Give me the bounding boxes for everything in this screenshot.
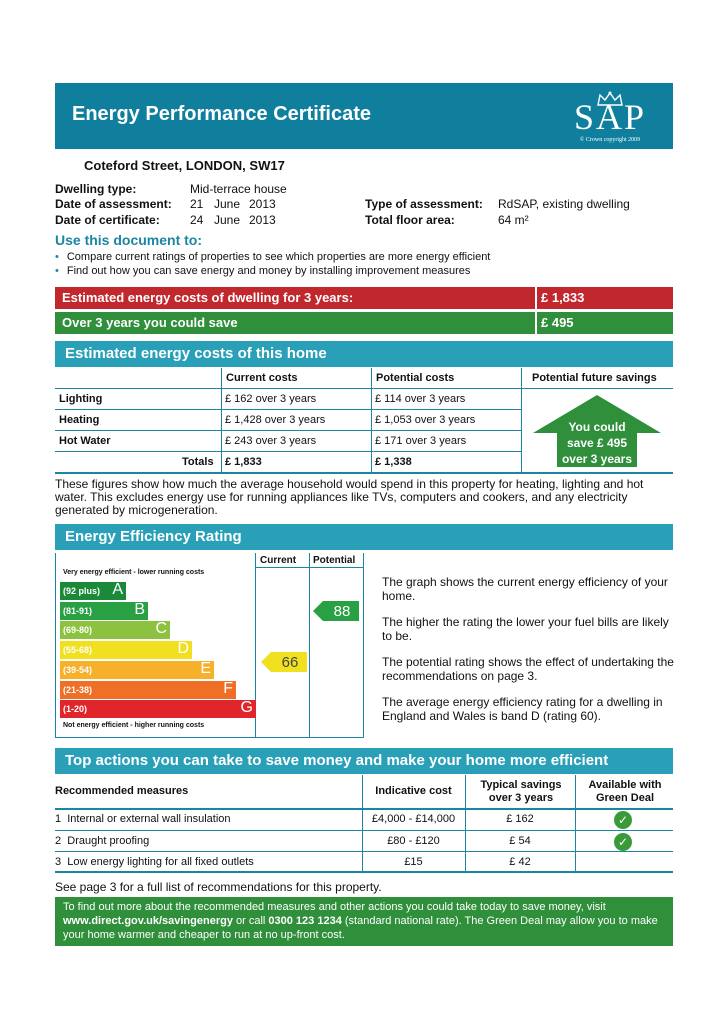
- assessment-date-label: Date of assessment:: [55, 197, 172, 211]
- total-potential: £ 1,338: [375, 456, 412, 468]
- assessment-type-label: Type of assessment:: [365, 197, 483, 211]
- col-potential-costs: Potential costs: [376, 372, 455, 384]
- col-measures: Recommended measures: [55, 785, 189, 797]
- measure-1: [55, 813, 231, 825]
- top-note: Very energy efficient - lower running costs: [63, 569, 205, 576]
- footer-text: or call: [232, 915, 269, 927]
- certificate-year: 2013: [249, 213, 276, 227]
- measure-text: Internal or external wall insulation: [67, 813, 231, 825]
- potential-rating-value: 88: [333, 602, 351, 620]
- divider: [535, 312, 537, 334]
- current-rating-arrow: [261, 652, 307, 672]
- divider: [55, 851, 673, 852]
- bullet-text: Compare current ratings of properties to see which properties are more energy efficient: [66, 251, 491, 263]
- divider: [55, 430, 521, 431]
- measure-number: 3: [55, 856, 62, 868]
- band-letter: B: [134, 600, 145, 618]
- measure-1-saving: £ 162: [506, 813, 534, 825]
- savings-arrow-text: [557, 419, 637, 467]
- divider: [535, 287, 537, 309]
- costs-explanation: These figures show how much the average household would spend in this property for heating, lighting and hot water. This excludes energy use for running appliances like TVs, computers and cookers, and any electricity generated by microgeneration.: [55, 477, 644, 517]
- assessment-month: June: [214, 197, 241, 211]
- advice-footer: [55, 897, 673, 946]
- bullet-icon: •: [55, 251, 59, 263]
- col-current: Current: [260, 555, 297, 566]
- lighting-current: £ 162 over 3 years: [225, 393, 317, 405]
- dwelling-type-label: Dwelling type:: [55, 182, 137, 196]
- certificate-date-label: Date of certificate:: [55, 213, 160, 227]
- row-heating-label: Heating: [59, 414, 100, 426]
- current-rating-value: 66: [281, 654, 299, 672]
- crown-icon: [596, 91, 624, 107]
- band-range: (39-54): [63, 664, 93, 675]
- heating-potential: £ 1,053 over 3 years: [375, 414, 476, 426]
- row-hot-water-label: Hot Water: [59, 435, 111, 447]
- band-letter: C: [155, 620, 167, 638]
- measure-3-cost: £15: [404, 856, 423, 868]
- assessment-year: 2013: [249, 197, 276, 211]
- totals-label: Totals: [182, 456, 214, 468]
- estimated-costs-value: £ 1,833: [541, 290, 585, 305]
- bottom-note: Not energy efficient - higher running costs: [63, 722, 205, 729]
- potential-saving-label: Over 3 years you could save: [62, 315, 238, 330]
- band-range: (81-91): [63, 605, 93, 616]
- band-letter: E: [200, 659, 211, 677]
- floor-area-value: 64 m²: [498, 213, 529, 227]
- savings-line: over 3 years: [561, 452, 633, 466]
- savings-line: You could: [568, 420, 626, 434]
- col-cost: Indicative cost: [375, 785, 452, 797]
- total-current: £ 1,833: [225, 456, 262, 468]
- list-item: [55, 265, 470, 277]
- rating-paragraph: The graph shows the current energy efficiency of your home.: [382, 575, 668, 603]
- measure-text: Draught proofing: [67, 835, 150, 847]
- rating-chart: [55, 553, 364, 738]
- hot-water-potential: £ 171 over 3 years: [375, 435, 467, 447]
- band-range: (69-80): [63, 625, 93, 636]
- band-range: (1-20): [63, 704, 88, 715]
- measure-2-cost: £80 - £120: [387, 835, 440, 847]
- band-letter: D: [177, 640, 189, 658]
- divider: [55, 808, 673, 810]
- estimated-costs-label: Estimated energy costs of dwelling for 3 years:: [62, 290, 354, 305]
- divider: [575, 775, 576, 873]
- header-banner: [55, 83, 673, 149]
- divider: [221, 368, 222, 474]
- potential-saving-value: £ 495: [541, 315, 574, 330]
- divider: [521, 388, 673, 389]
- band-range: (92 plus): [63, 586, 101, 596]
- measure-2-saving: £ 54: [509, 835, 531, 847]
- potential-saving-bar: [55, 312, 673, 334]
- list-item: [55, 251, 490, 263]
- check-icon: ✓: [614, 833, 632, 851]
- divider: [55, 388, 221, 389]
- assessment-day: 21: [190, 197, 204, 211]
- band-range: (55-68): [63, 645, 93, 656]
- divider: [55, 871, 673, 873]
- savings-line: save £ 495: [566, 436, 628, 450]
- band-letter: F: [223, 679, 233, 697]
- footer-text: To find out more about the recommended measures and other actions you could take today to save money, visit: [63, 901, 606, 913]
- assessment-type-value: RdSAP, existing dwelling: [498, 197, 630, 211]
- footer-text: (standard national rate). The Green Deal may allow you to make your home warmer and cheaper to run at no up-front cost.: [63, 915, 658, 941]
- measure-number: 2: [55, 835, 62, 847]
- rating-section-title: Energy Efficiency Rating: [55, 524, 673, 550]
- band-letter: A: [112, 581, 123, 598]
- actions-section-title: Top actions you can take to save money and make your home more efficient: [55, 748, 673, 774]
- divider: [221, 388, 521, 389]
- band-range: (21-38): [63, 684, 93, 695]
- divider: [55, 451, 521, 452]
- col-future-savings: Potential future savings: [532, 372, 657, 384]
- floor-area-label: Total floor area:: [365, 213, 455, 227]
- divider: [521, 368, 522, 474]
- certificate-day: 24: [190, 213, 204, 227]
- phone-number: 0300 123 1234: [268, 915, 342, 927]
- measure-1-cost: £4,000 - £14,000: [371, 813, 456, 825]
- measure-3: [55, 856, 254, 868]
- measure-text: Low energy lighting for all fixed outlets: [67, 856, 254, 868]
- divider: [55, 472, 673, 474]
- certificate-month: June: [214, 213, 241, 227]
- hot-water-current: £ 243 over 3 years: [225, 435, 317, 447]
- col-potential: Potential: [313, 555, 356, 566]
- heating-current: £ 1,428 over 3 years: [225, 414, 326, 426]
- check-icon: ✓: [614, 811, 632, 829]
- divider: [55, 830, 673, 831]
- rating-paragraph: The higher the rating the lower your fuel bills are likely to be.: [382, 615, 669, 643]
- divider: [371, 368, 372, 474]
- costs-table: [55, 368, 673, 474]
- costs-section-title: Estimated energy costs of this home: [55, 341, 673, 367]
- savingenergy-link[interactable]: www.direct.gov.uk/savingenergy: [63, 915, 233, 927]
- col-savings: Typical savings over 3 years: [480, 779, 562, 804]
- lighting-potential: £ 114 over 3 years: [375, 393, 466, 405]
- col-green-deal: Available with Green Deal: [588, 779, 662, 804]
- bullet-icon: •: [55, 265, 59, 277]
- sap-logo: [562, 89, 658, 145]
- measure-2: [55, 835, 149, 847]
- measure-number: 1: [55, 813, 62, 825]
- band-letter: G: [240, 699, 253, 717]
- measure-3-saving: £ 42: [509, 856, 531, 868]
- property-address: Coteford Street, LONDON, SW17: [84, 158, 285, 173]
- bullet-text: Find out how you can save energy and money by installing improvement measures: [66, 265, 471, 277]
- rating-arrows: [55, 553, 364, 738]
- rating-explanation: [382, 575, 674, 723]
- row-lighting-label: Lighting: [59, 393, 103, 405]
- col-current-costs: Current costs: [226, 372, 298, 384]
- use-document-title: Use this document to:: [55, 232, 203, 248]
- dwelling-type-value: Mid-terrace house: [190, 182, 287, 196]
- rating-paragraph: The potential rating shows the effect of undertaking the recommendations on page 3.: [382, 655, 674, 683]
- see-page-note: See page 3 for a full list of recommendations for this property.: [55, 880, 382, 894]
- estimated-costs-bar: [55, 287, 673, 309]
- potential-rating-arrow: [313, 601, 359, 621]
- rating-paragraph: The average energy efficiency rating for a dwelling in England and Wales is band D (rating 60).: [382, 695, 663, 723]
- divider: [55, 409, 521, 410]
- actions-table: [55, 775, 673, 873]
- copyright-text: © Crown copyright 2009: [579, 137, 641, 143]
- sap-logo-text: SAP: [573, 97, 647, 137]
- page-title: Energy Performance Certificate: [72, 103, 372, 125]
